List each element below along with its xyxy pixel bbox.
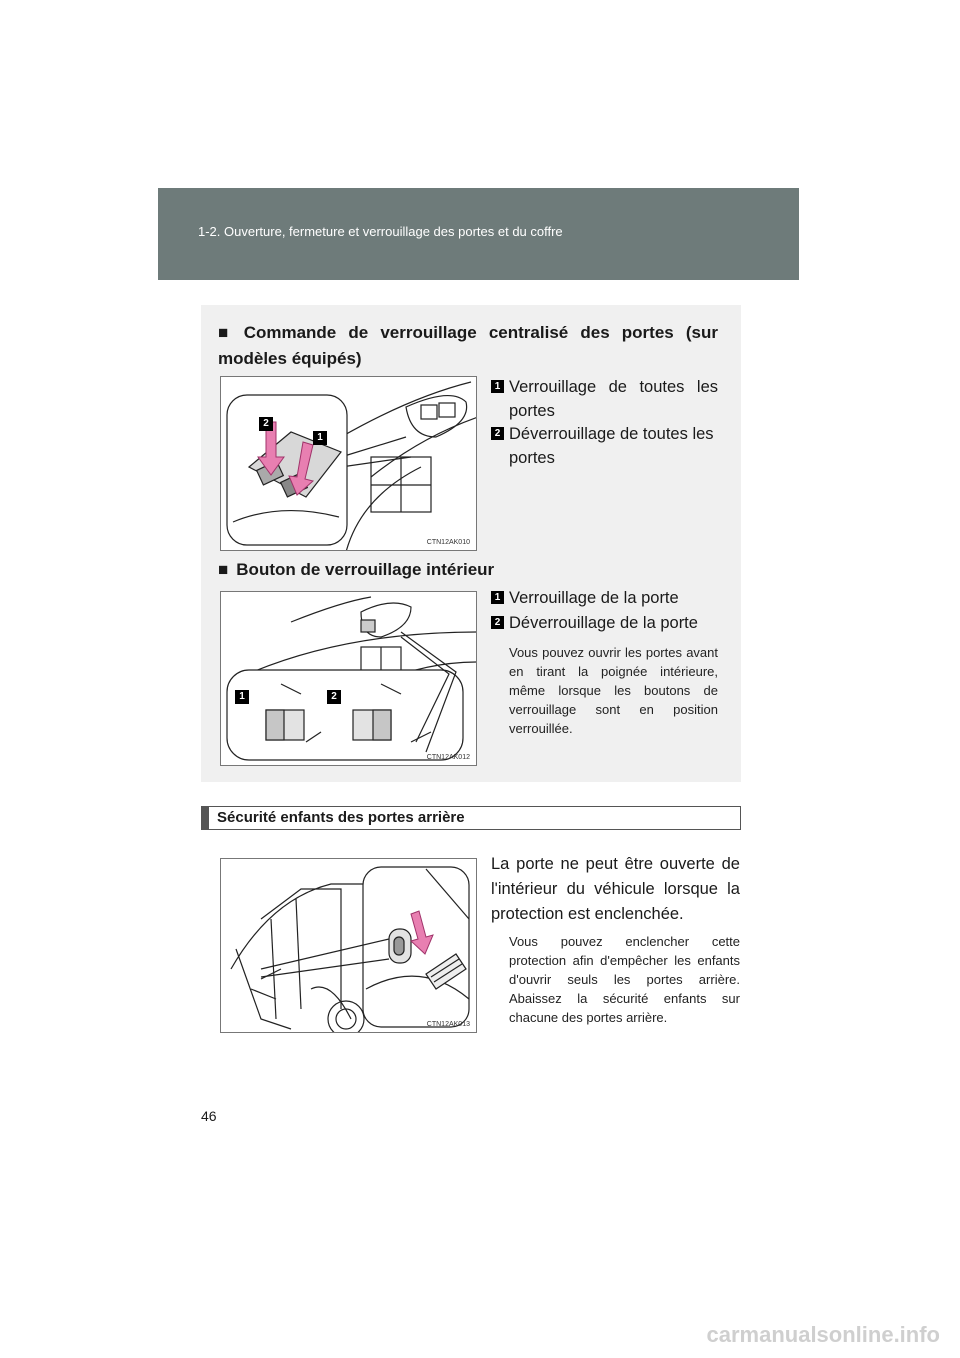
step-number-1: 1 — [491, 591, 504, 604]
interior-lock-item-2-text: Déverrouillage de la porte — [509, 614, 698, 632]
callout-2: 2 — [327, 690, 341, 704]
square-bullet-icon: ■ — [218, 560, 229, 579]
interior-lock-item-1-text: Verrouillage de la porte — [509, 589, 679, 607]
child-safety-text: La porte ne peut être ouverte de l'intérieur du véhicule lorsque la protection est enclenchée. — [491, 855, 740, 923]
section-central-lock-title: ■ Commande de verrouillage centralisé des portes (sur modèles équipés) — [218, 323, 718, 368]
callout-1: 1 — [313, 431, 327, 445]
central-lock-figure — [220, 376, 477, 551]
page-number: 46 — [201, 1108, 217, 1124]
child-safety-section-bar — [201, 806, 741, 830]
callout-1: 1 — [235, 690, 249, 704]
interior-lock-figure — [220, 591, 477, 766]
watermark: carmanualsonline.info — [706, 1322, 940, 1347]
section-interior-lock-title: ■ Bouton de verrouillage intérieur — [218, 560, 495, 579]
central-lock-illustration — [221, 377, 477, 551]
chapter-header — [158, 188, 799, 280]
square-bullet-icon: ■ — [218, 323, 236, 342]
central-lock-item-1-text: Verrouillage de toutes les portes — [509, 378, 718, 420]
central-lock-item-2-text: Déverrouillage de toutes les portes — [509, 425, 714, 467]
figure-code: CTN12AK013 — [426, 1021, 470, 1028]
figure-code: CTN12AK012 — [426, 754, 470, 761]
step-number-2: 2 — [491, 427, 504, 440]
child-safety-illustration — [221, 859, 477, 1033]
chapter-breadcrumb: 1-2. Ouverture, fermeture et verrouillage des portes et du coffre — [198, 224, 563, 239]
child-safety-figure — [220, 858, 477, 1033]
step-number-2: 2 — [491, 616, 504, 629]
step-number-1: 1 — [491, 380, 504, 393]
child-safety-note: Vous pouvez enclencher cette protection afin d'empêcher les enfants d'ouvrir seuls les portes arrière. Abaissez la sécurité enfants sur chacune des portes arrière. — [509, 934, 740, 1025]
figure-code: CTN12AK010 — [426, 539, 470, 546]
section-accent — [202, 807, 209, 829]
interior-lock-note: Vous pouvez ouvrir les portes avant en tirant la poignée intérieure, même lorsque les boutons de verrouillage sont en position verrouillée. — [509, 645, 718, 736]
child-safety-title: Sécurité enfants des portes arrière — [217, 809, 465, 826]
interior-lock-illustration — [221, 592, 477, 766]
callout-2: 2 — [259, 417, 273, 431]
